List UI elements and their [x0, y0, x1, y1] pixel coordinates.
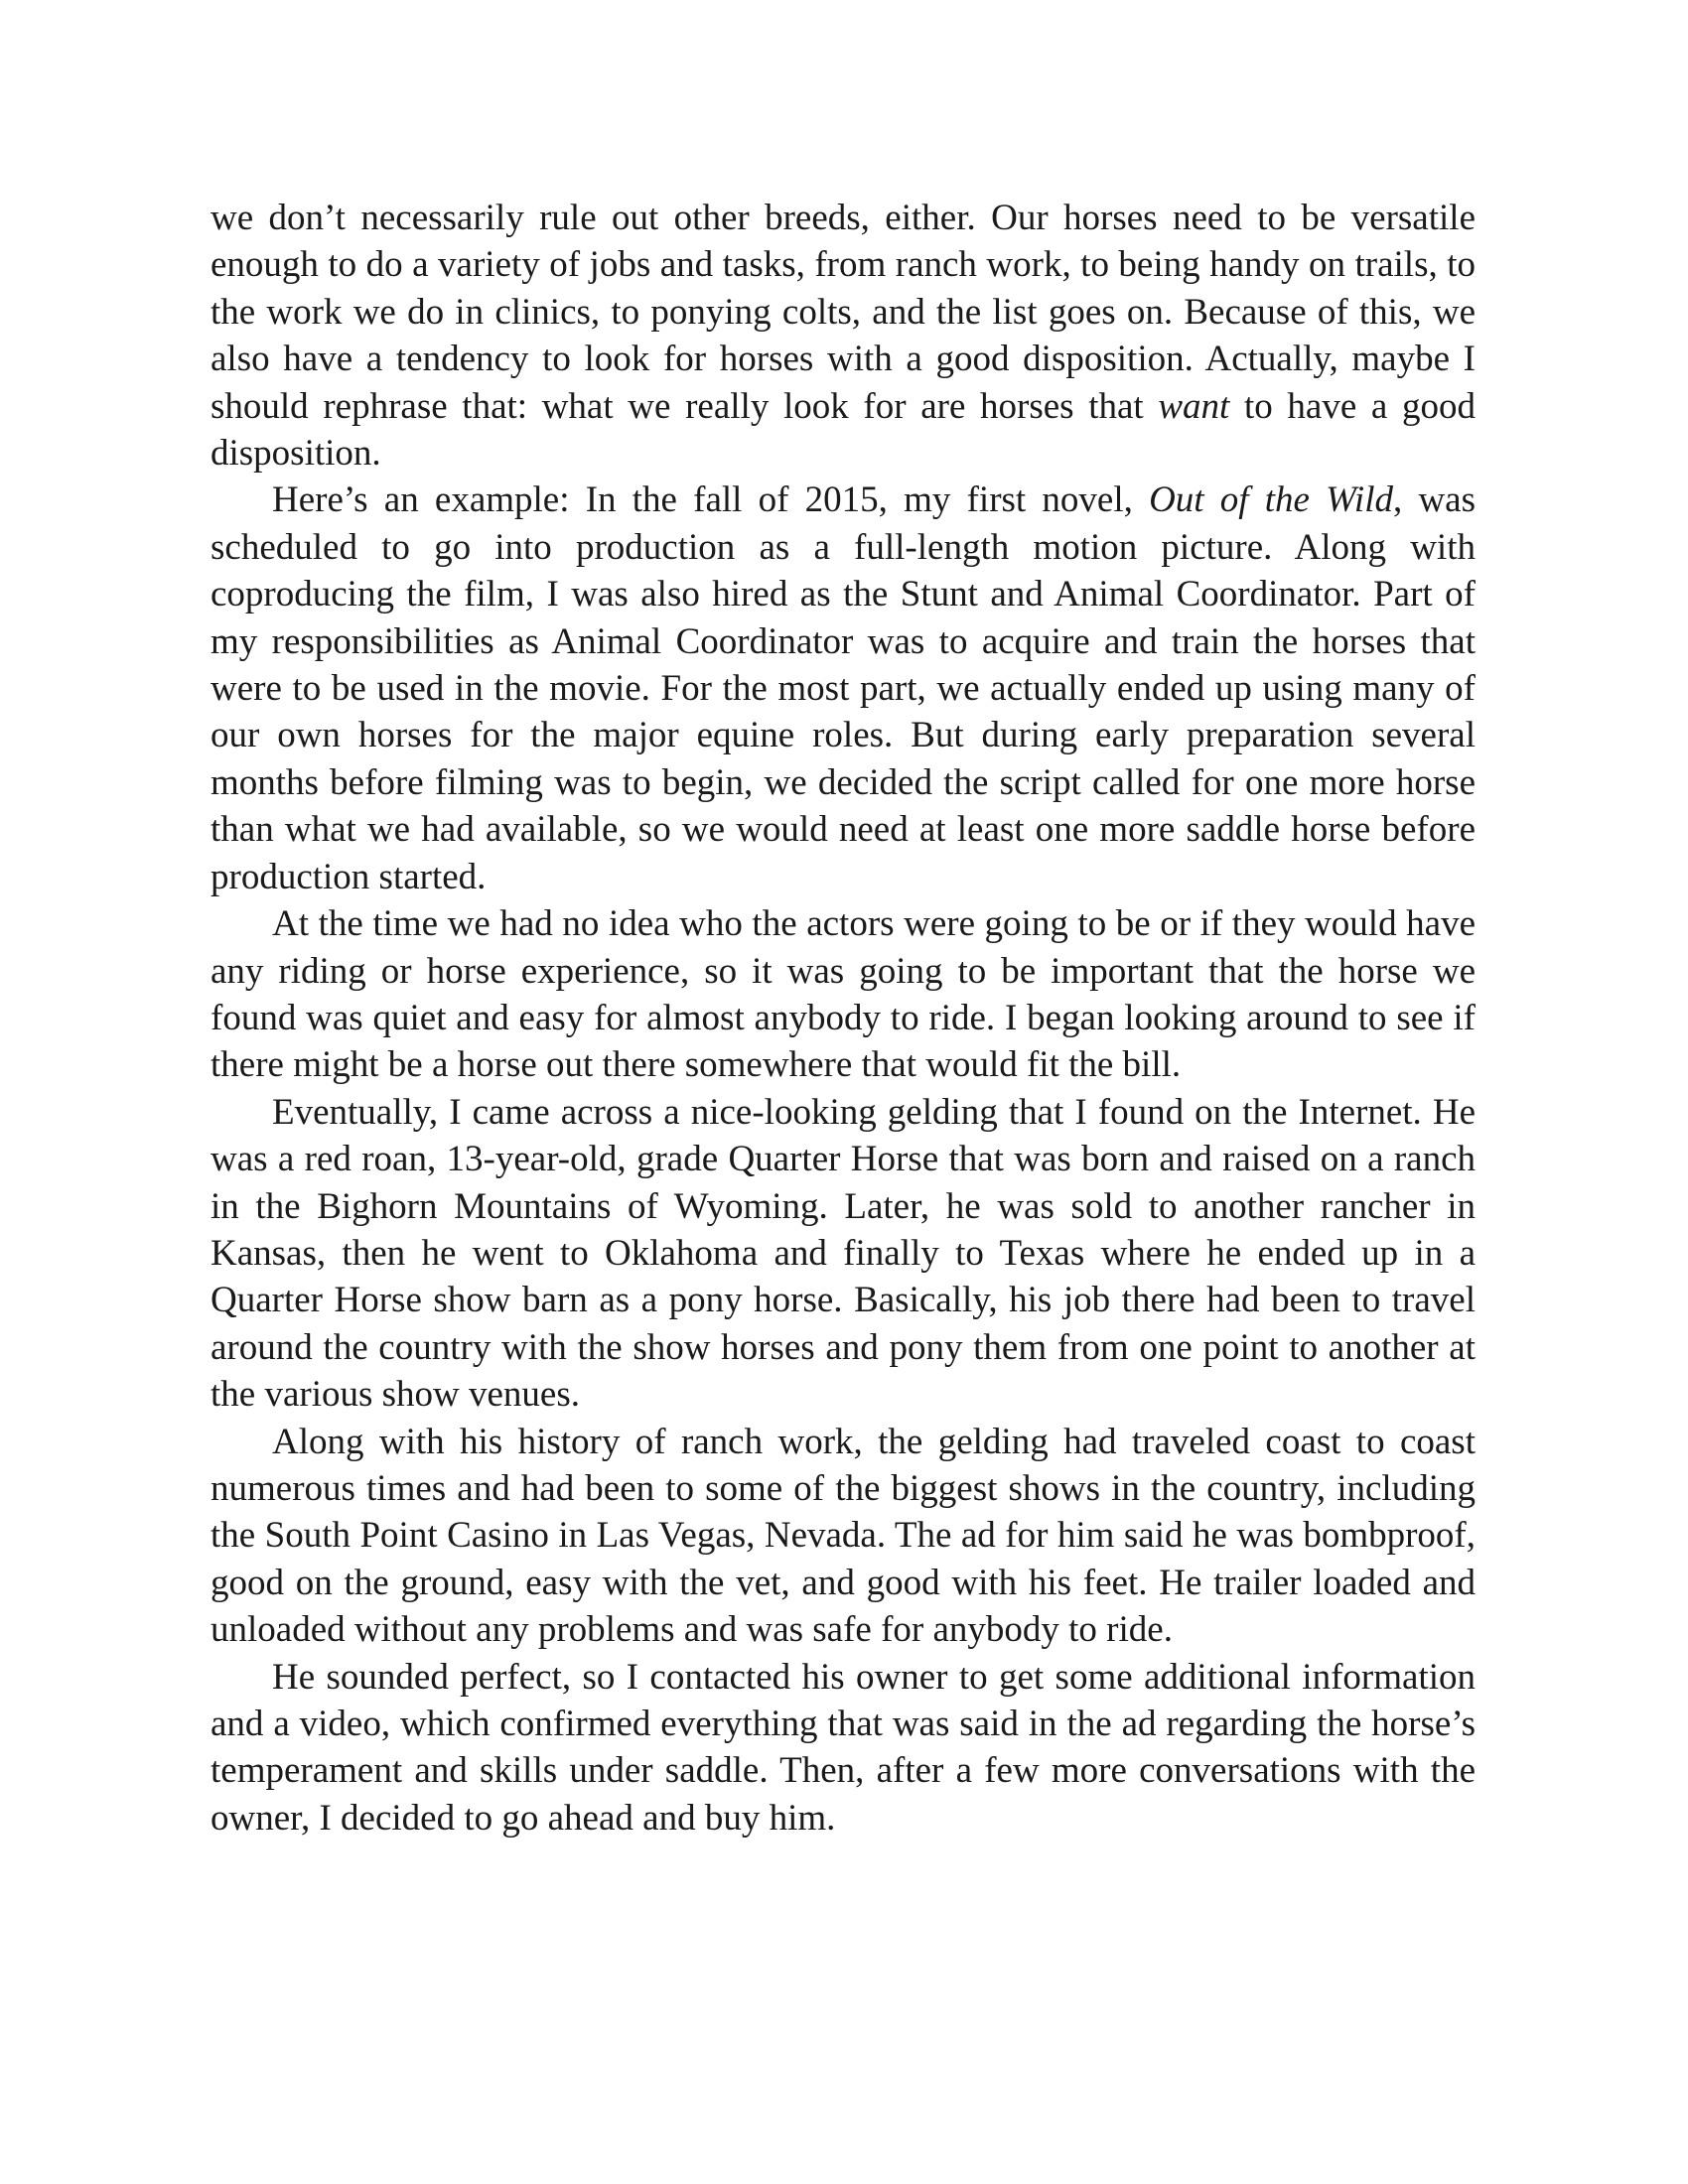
text-run: Eventually, I came across a nice-looking gelding that I found on the Internet. He was a red roan, 13-year-old, grade Quarter Horse that was born and raised on a ranch in the Bighorn Mountains of Wyoming. Later, he was sold to another rancher in Kansas, then he went to Oklahoma and finally to Texas where he ended up in a Quarter Horse show barn as a pony horse. Basically, his job there had been to travel around the country with the show horses and pony them from one point to another at the various show venues.: [211, 1091, 1476, 1416]
text-run: , was scheduled to go into production as a full-length motion picture. Along with coproducing the film, I was also hired as the Stunt and Animal Coordinator. Part of my responsibilities as Animal Coordinator was to acquire and train the horses that were to be used in the movie. For the most part, we actually ended up using many of our own horses for the major equine roles. But during early preparation several months before filming was to begin, we decided the script called for one more horse than what we had available, so we would need at least one more saddle horse before production started.: [211, 479, 1476, 897]
paragraph-5: [211, 1419, 1476, 1654]
paragraph-2: [211, 477, 1476, 900]
text-run: Here’s an example: In the fall of 2015, my first novel,: [272, 479, 1150, 521]
text-run: to have a good disposition.: [211, 385, 1476, 475]
text-run: At the time we had no idea who the actors were going to be or if they would have any riding or horse experience, so it was going to be important that the horse we found was quiet and easy for almost anybody to ride. I began looking around to see if there might be a horse out there somewhere that would fit the bill.: [211, 903, 1476, 1086]
paragraph-4: [211, 1089, 1476, 1419]
paragraph-1: [211, 195, 1476, 477]
paragraph-3: [211, 900, 1476, 1089]
text-run: He sounded perfect, so I contacted his owner to get some additional information and a video, which confirmed everything that was said in the ad regarding the horse’s temperament and skills under saddle. Then, after a few more conversations with the owner, I decided to go ahead and buy him.: [211, 1656, 1476, 1839]
text-run: Along with his history of ranch work, the gelding had traveled coast to coast numerous times and had been to some of the biggest shows in the country, including the South Point Casino in Las Vegas, Nevada. The ad for him said he was bombproof, good on the ground, easy with the vet, and good with his feet. He trailer loaded and unloaded without any problems and was safe for anybody to ride.: [211, 1421, 1476, 1651]
paragraph-6: [211, 1654, 1476, 1843]
page-body: [211, 195, 1476, 1842]
book-title: Out of the Wild: [1149, 479, 1393, 521]
emphasis-run: want: [1158, 385, 1230, 427]
text-run: we don’t necessarily rule out other breeds, either. Our horses need to be versatile enough to do a variety of jobs and tasks, from ranch work, to being handy on trails, to the work we do in clinics, to ponying colts, and the list goes on. Because of this, we also have a tendency to look for horses with a good disposition. Actually, maybe I should rephrase that: what we really look for are horses that: [211, 198, 1476, 427]
